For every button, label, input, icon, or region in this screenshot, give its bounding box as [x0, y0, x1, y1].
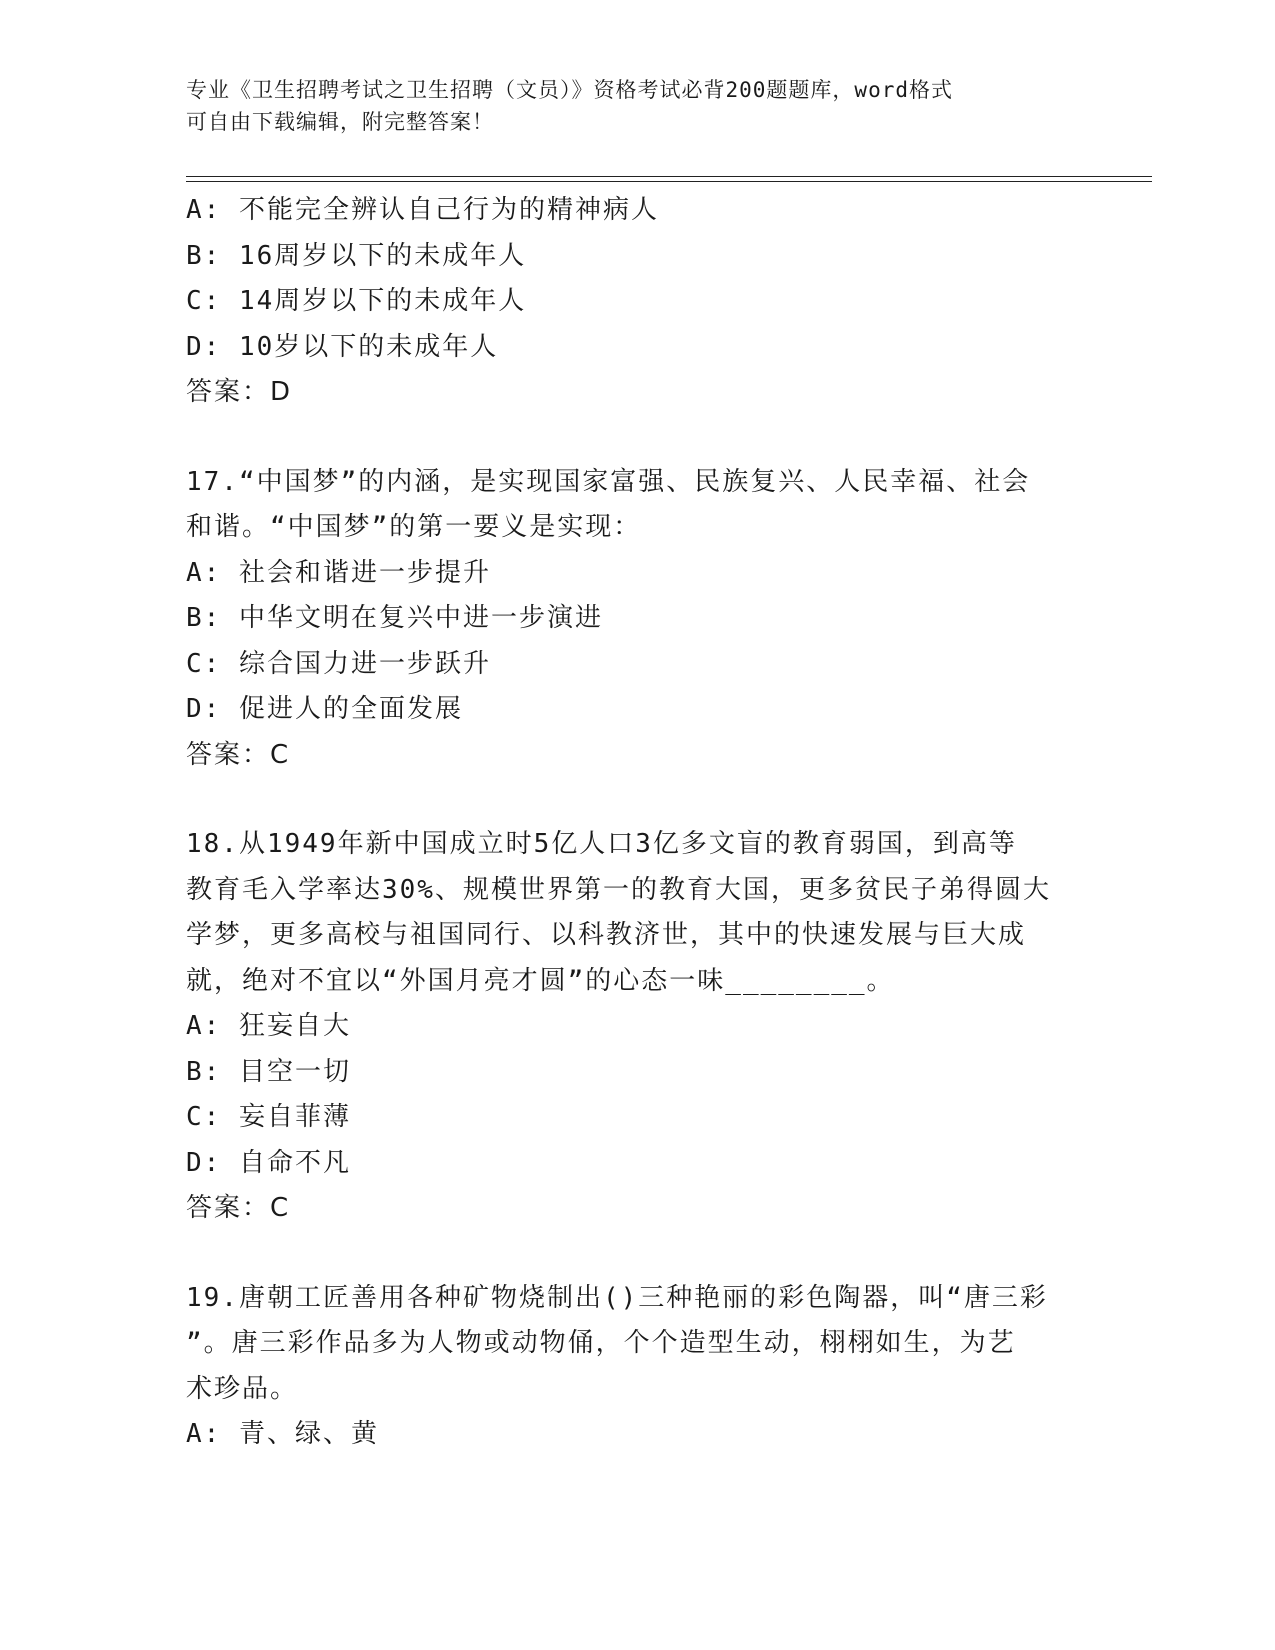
answer: 答案：C	[186, 1193, 291, 1223]
option-c: C: 妄自菲薄	[186, 1102, 351, 1132]
question-17	[186, 460, 1086, 779]
header-line-2: 可自由下载编辑，附完整答案！	[186, 110, 494, 134]
question-18	[186, 822, 1086, 1232]
option-a: A: 不能完全辨认自己行为的精神病人	[186, 195, 659, 225]
answer: 答案：C	[186, 739, 291, 770]
option-d: D: 10岁以下的未成年人	[186, 331, 499, 362]
option-b: B: 中华文明在复兴中进一步演进	[186, 603, 603, 633]
question-stem-line: 和谐。“中国梦”的第一要义是实现：	[186, 512, 642, 542]
question-list	[186, 188, 1086, 1458]
option-a: A: 社会和谐进一步提升	[186, 557, 491, 588]
option-d: D: 自命不凡	[186, 1147, 351, 1178]
question-stem-line: 17.“中国梦”的内涵，是实现国家富强、民族复兴、人民幸福、社会	[186, 466, 1031, 497]
spacer	[186, 416, 1086, 460]
option-a: A: 青、绿、黄	[186, 1419, 379, 1449]
question-stem-line: 教育毛入学率达30%、规模世界第一的教育大国，更多贫民子弟得圆大	[186, 874, 1051, 905]
header-divider-bottom	[186, 181, 1152, 182]
option-c: C: 14周岁以下的未成年人	[186, 286, 527, 316]
option-b: B: 16周岁以下的未成年人	[186, 240, 527, 271]
option-b: B: 目空一切	[186, 1056, 351, 1087]
question-stem-line: ”。唐三彩作品多为人物或动物俑，个个造型生动，栩栩如生，为艺	[186, 1328, 1016, 1358]
document-header	[186, 74, 1086, 138]
question-stem-line: 学梦，更多高校与祖国同行、以科教济世，其中的快速发展与巨大成	[186, 920, 1027, 950]
question-stem-line: 术珍品。	[186, 1373, 299, 1404]
spacer	[186, 778, 1086, 822]
answer: 答案：D	[186, 377, 293, 407]
header-line-1: 专业《卫生招聘考试之卫生招聘（文员）》资格考试必背200题题库，word格式	[186, 78, 953, 102]
spacer	[186, 1232, 1086, 1276]
header-divider-top	[186, 176, 1152, 177]
option-d: D: 促进人的全面发展	[186, 694, 463, 724]
question-stem-line: 就，绝对不宜以“外国月亮才圆”的心态一味________。	[186, 965, 895, 996]
question-16	[186, 188, 1086, 416]
question-stem-line: 18.从1949年新中国成立时5亿人口3亿多文盲的教育弱国，到高等	[186, 829, 1017, 859]
question-stem-line: 19.唐朝工匠善用各种矿物烧制出()三种艳丽的彩色陶器，叫“唐三彩	[186, 1282, 1048, 1313]
option-a: A: 狂妄自大	[186, 1011, 351, 1041]
option-c: C: 综合国力进一步跃升	[186, 648, 491, 679]
question-19	[186, 1276, 1086, 1458]
